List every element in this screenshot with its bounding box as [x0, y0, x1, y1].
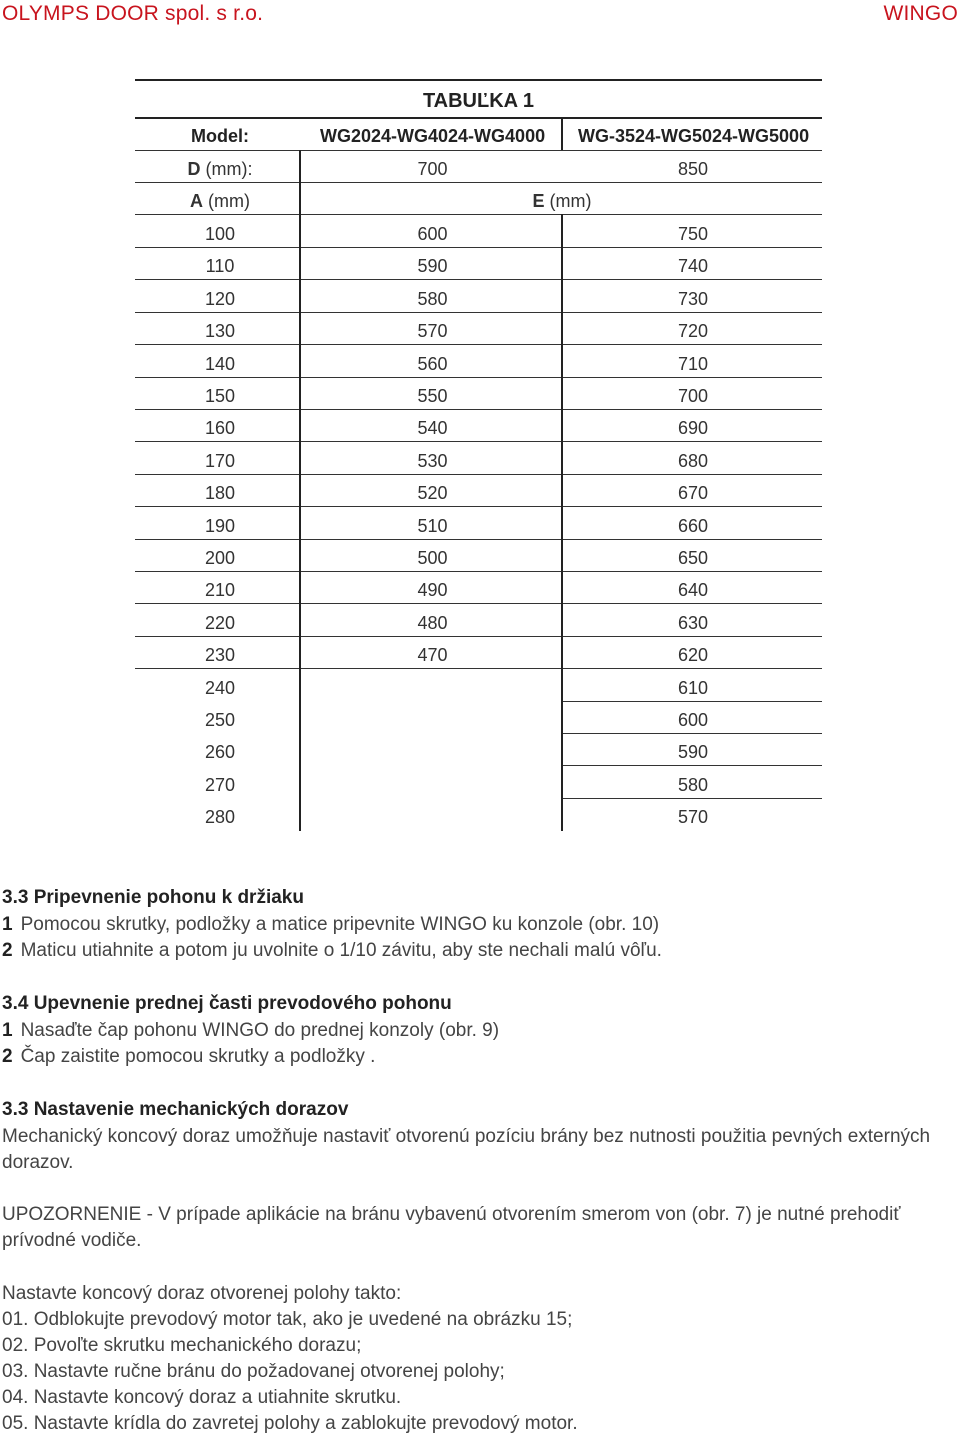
- section-3-3b-heading: 3.3 Nastavenie mechanických dorazov: [2, 1099, 349, 1120]
- d-value-2: 850: [677, 159, 709, 179]
- row-rule: [135, 409, 822, 410]
- table-top-rule: [135, 79, 822, 81]
- table-title-rule: [135, 117, 822, 119]
- row-rule: [135, 182, 822, 183]
- row-rule: [135, 668, 822, 669]
- column-divider-2-top: [561, 118, 563, 150]
- row-e-value-1: 480: [417, 612, 448, 633]
- row-rule: [135, 344, 822, 345]
- column-divider-1: [299, 150, 301, 831]
- model-group-2: WG-3524-WG5024-WG5000: [578, 126, 810, 146]
- row-e-value-2: 660: [677, 515, 709, 536]
- row-a-value: 120: [204, 288, 236, 309]
- row-e-value-2: 700: [677, 386, 709, 406]
- row-e-value-1: 520: [417, 483, 448, 504]
- row-e-value-1: 570: [417, 321, 448, 342]
- section-3-4-heading: 3.4 Upevnenie prednej časti prevodového pohonu: [2, 993, 452, 1014]
- row-e-value-1: 580: [417, 288, 448, 309]
- row-e-value-2: 730: [677, 288, 709, 309]
- row-e-value-2: 680: [677, 450, 709, 471]
- row-e-value-1: 560: [417, 353, 448, 374]
- row-e-value-2: 740: [677, 256, 709, 277]
- row-e-value-1: 540: [417, 418, 448, 439]
- step-text: Maticu utiahnite a potom ju uvolnite o 1/10 závitu, aby ste nechali malú vôľu.: [20, 940, 662, 961]
- row-e-value-2: 710: [677, 353, 709, 374]
- row-rule: [562, 798, 822, 799]
- section-3-4-step: [2, 1019, 499, 1043]
- row-e-value-2: 630: [677, 612, 709, 633]
- d-label-letter: D: [187, 159, 201, 179]
- row-rule: [135, 214, 822, 215]
- row-e-value-1: 600: [417, 224, 448, 244]
- row-a-value: 110: [205, 256, 235, 277]
- row-rule: [562, 701, 822, 702]
- row-e-value-2: 750: [677, 224, 709, 244]
- procedure-step: 03. Nastavte ručne bránu do požadovanej otvorenej polohy;: [2, 1361, 505, 1382]
- d-value-1: 700: [417, 159, 448, 179]
- e-label-letter: E: [532, 191, 545, 211]
- row-rule: [135, 539, 822, 540]
- e-label: [462, 190, 662, 212]
- row-rule: [135, 150, 822, 151]
- product-name: WINGO: [883, 2, 958, 25]
- section-3-3-heading: 3.3 Pripevnenie pohonu k držiaku: [2, 887, 304, 908]
- row-a-value: 260: [204, 742, 236, 763]
- row-a-value: 230: [204, 645, 236, 666]
- row-e-value-2: 640: [677, 580, 709, 601]
- section-3-3-step: [2, 939, 662, 963]
- row-rule: [135, 474, 822, 475]
- row-e-value-2: 620: [677, 645, 709, 666]
- company-name: OLYMPS DOOR spol. s r.o.: [2, 2, 264, 25]
- row-e-value-2: 590: [677, 742, 709, 763]
- row-a-value: 270: [204, 774, 236, 795]
- step-number: 2: [2, 1046, 13, 1067]
- row-a-value: 240: [204, 677, 236, 698]
- row-e-value-2: 650: [677, 548, 709, 568]
- row-rule: [135, 247, 822, 248]
- step-text: Pomocou skrutky, podložky a matice pripevnite WINGO ku konzole (obr. 10): [20, 914, 660, 935]
- row-rule: [135, 312, 822, 313]
- d-label: [130, 158, 310, 180]
- row-rule: [135, 377, 822, 378]
- row-e-value-2: 580: [677, 774, 709, 795]
- row-a-value: 220: [204, 612, 236, 633]
- a-label: [130, 190, 310, 212]
- row-e-value-2: 720: [677, 321, 709, 342]
- row-a-value: 250: [204, 710, 236, 730]
- row-e-value-1: 550: [417, 386, 448, 406]
- row-a-value: 170: [204, 450, 236, 471]
- step-text: Nasaďte čap pohonu WINGO do prednej konzoly (obr. 9): [20, 1020, 500, 1041]
- e-label-unit: (mm): [544, 191, 592, 211]
- row-rule: [135, 441, 822, 442]
- procedure-step: 05. Nastavte krídla do zavretej polohy a zablokujte prevodový motor.: [2, 1413, 578, 1434]
- procedure-step: 02. Povoľte skrutku mechanického dorazu;: [2, 1335, 362, 1356]
- row-rule: [135, 506, 822, 507]
- section-3-3-step: [2, 913, 659, 937]
- row-a-value: 190: [204, 515, 236, 536]
- row-rule: [562, 733, 822, 734]
- row-a-value: 160: [204, 418, 236, 439]
- table-title: TABUĽKA 1: [422, 90, 535, 112]
- row-rule: [135, 603, 822, 604]
- model-label: Model:: [191, 126, 249, 146]
- row-rule: [562, 765, 822, 766]
- row-e-value-2: 610: [677, 677, 709, 698]
- row-a-value: 100: [204, 224, 236, 244]
- a-label-letter: A: [190, 191, 203, 211]
- row-e-value-2: 690: [677, 418, 709, 439]
- model-group-1: WG2024-WG4024-WG4000: [320, 126, 546, 146]
- row-rule: [135, 636, 822, 637]
- step-number: 1: [2, 914, 13, 935]
- row-e-value-1: 470: [417, 645, 448, 666]
- row-a-value: 200: [204, 548, 236, 568]
- section-3-4-step: [2, 1045, 375, 1069]
- row-a-value: 180: [204, 483, 236, 504]
- warning-paragraph: UPOZORNENIE - V prípade aplikácie na bránu vybavenú otvorením smerom von (obr. 7) je nutné prehodiť prívodné vodiče.: [2, 1204, 901, 1251]
- row-a-value: 130: [204, 321, 236, 342]
- row-e-value-1: 490: [417, 580, 448, 601]
- procedure-list: [2, 1307, 957, 1437]
- row-a-value: 280: [204, 807, 236, 828]
- row-rule: [135, 571, 822, 572]
- d-label-unit: (mm):: [200, 159, 253, 179]
- row-a-value: 140: [204, 353, 236, 374]
- row-e-value-2: 600: [677, 710, 709, 730]
- step-number: 1: [2, 1020, 13, 1041]
- mechanical-stop-intro: Mechanický koncový doraz umožňuje nastaviť otvorenú pozíciu brány bez nutnosti použitia pevných externých dorazov.: [2, 1126, 931, 1173]
- procedure-step: 01. Odblokujte prevodový motor tak, ako je uvedené na obrázku 15;: [2, 1309, 573, 1330]
- row-rule: [135, 279, 822, 280]
- row-e-value-1: 590: [417, 256, 448, 277]
- row-e-value-1: 530: [417, 450, 448, 471]
- row-e-value-2: 570: [677, 807, 709, 828]
- row-e-value-1: 510: [417, 515, 448, 536]
- a-label-unit: (mm): [203, 191, 250, 211]
- row-e-value-1: 500: [417, 548, 448, 568]
- row-a-value: 210: [204, 580, 236, 601]
- step-text: Čap zaistite pomocou skrutky a podložky .: [20, 1046, 376, 1067]
- procedure-step: 04. Nastavte koncový doraz a utiahnite skrutku.: [2, 1387, 402, 1408]
- procedure-intro: Nastavte koncový doraz otvorenej polohy takto:: [2, 1283, 402, 1304]
- row-e-value-2: 670: [677, 483, 709, 504]
- step-number: 2: [2, 940, 13, 961]
- row-a-value: 150: [204, 386, 236, 406]
- column-divider-2: [561, 214, 563, 831]
